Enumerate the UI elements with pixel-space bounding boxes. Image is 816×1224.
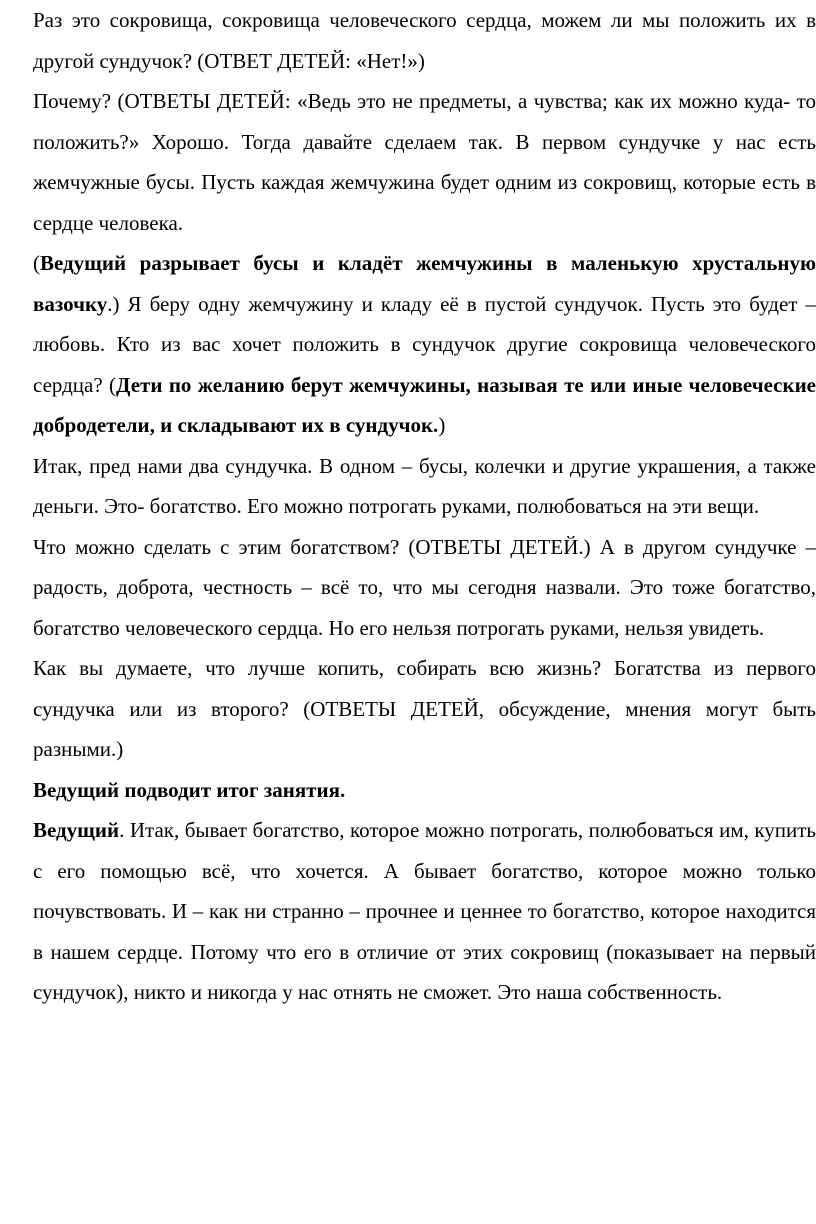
paragraph-6: Как вы думаете, что лучше копить, собирать всю жизнь? Богатства из первого сундучка или из второго? (ОТВЕТЫ ДЕТЕЙ, обсуждение, мнения могут быть разными.) <box>33 656 816 761</box>
stage-direction-2: Дети по желанию берут жемчужины, называя те или иные человеческие добродетели, и складывают их в сундучок. <box>33 372 816 437</box>
paragraph-3-open: ( <box>33 251 40 275</box>
paragraph-1: Раз это сокровища, сокровища человеческого сердца, можем ли мы положить их в другой сундучок? (ОТВЕТ ДЕТЕЙ: «Нет!») <box>33 8 816 73</box>
paragraph-2: Почему? (ОТВЕТЫ ДЕТЕЙ: «Ведь это не предметы, а чувства; как их можно куда- то положить?» Хорошо. Тогда давайте сделаем так. В первом сундучке у нас есть жемчужные бусы. Пусть каждая жемчужина будет одним из сокровищ, которые есть в сердце человека. <box>33 89 816 235</box>
summary-heading: Ведущий подводит итог занятия. <box>33 777 346 802</box>
paragraph-5: Что можно сделать с этим богатством? (ОТВЕТЫ ДЕТЕЙ.) А в другом сундучке – радость, доброта, честность – всё то, что мы сегодня назвали. Это тоже богатство, богатство человеческого сердца. Но его нельзя потрогать руками, нельзя увидеть. <box>33 534 816 640</box>
paragraph-3-mid: .) Я беру одну жемчужину и кладу её в пустой сундучок. Пусть это будет – любовь. Кто из вас хочет положить в сундучок другие сокровища человеческого сердца? ( <box>33 291 816 397</box>
paragraph-3-close: ) <box>438 413 446 437</box>
paragraph-4: Итак, пред нами два сундучка. В одном – бусы, колечки и другие украшения, а также деньги. Это- богатство. Его можно потрогать руками, полюбоваться на эти вещи. <box>33 453 816 518</box>
paragraph-7-heading <box>33 770 816 811</box>
paragraph-3 <box>33 243 816 446</box>
speaker-label: Ведущий <box>33 818 120 842</box>
paragraph-8 <box>33 810 816 1013</box>
stage-direction-1: Ведущий разрывает бусы и кладёт жемчужины в маленькую хрустальную вазочку <box>33 251 816 316</box>
paragraph-8-text: . Итак, бывает богатство, которое можно потрогать, полюбоваться им, купить с его помощью всё, что хочется. А бывает богатство, которое можно только почувствовать. И – как ни странно – прочнее и ценнее то богатство, которое находится в нашем сердце. Потому что его в отличие от этих сокровищ (показывает на первый сундучок), никто и никогда у нас отнять не сможет. Это наша собственность. <box>33 818 816 1004</box>
document-page <box>33 0 816 1013</box>
